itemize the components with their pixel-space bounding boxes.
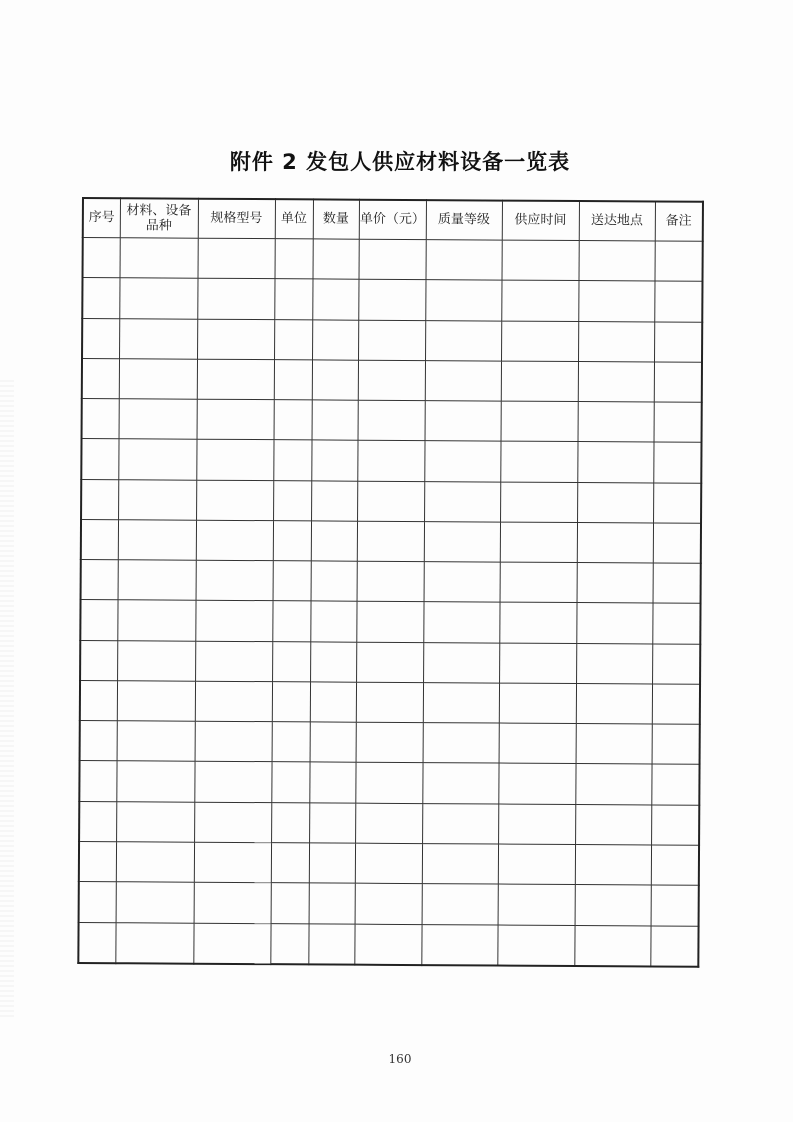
table-cell [273,561,311,601]
table-cell [424,481,500,522]
table-cell [197,359,274,400]
col-header-quality-grade: 质量等级 [426,200,502,240]
table-cell [272,682,310,722]
table-cell [425,320,501,361]
table-cell [195,721,272,762]
page-number: 160 [388,1052,412,1066]
table-cell [358,400,425,441]
table-cell [577,442,653,483]
table-cell [423,642,499,683]
table-cell [578,241,654,282]
table-cell [196,560,273,601]
table-cell [118,520,196,561]
table-cell [309,883,355,924]
table-cell [500,562,577,603]
table-cell [81,439,118,479]
table-cell [311,440,357,481]
table-cell [357,441,424,482]
table-cell [194,882,271,923]
table-cell [309,803,355,844]
table-cell [422,803,498,844]
table-cell [576,724,652,765]
table-cell [422,844,498,885]
table-cell [654,241,702,282]
table-row [82,278,702,322]
table-cell [271,883,309,923]
table-row [82,358,702,402]
table-cell [275,239,313,279]
table-cell [652,644,700,685]
table-cell [117,681,195,722]
table-cell [309,762,355,803]
table-cell [81,519,118,559]
table-cell [118,479,196,520]
table-cell [270,923,308,964]
table-cell [310,722,356,763]
table-cell [80,640,117,680]
table-cell [196,440,273,481]
table-cell [577,522,653,563]
table-cell [79,841,116,881]
table-cell [650,926,698,967]
table-cell [498,764,575,805]
table-cell [356,682,423,723]
table-cell [117,640,195,681]
table-cell [422,763,498,804]
table-cell [578,361,654,402]
table-row [79,801,699,845]
table-cell [83,238,120,278]
table-cell [501,280,578,321]
table-cell [272,641,310,681]
table-cell [578,402,654,443]
table-cell [653,563,701,604]
table-row [80,680,700,724]
table-cell [576,643,652,684]
table-cell [194,842,271,883]
table-cell [356,642,423,683]
table-cell [575,885,651,926]
table-cell [359,239,426,280]
table-cell [309,843,355,884]
table-row [81,560,701,604]
table-cell [652,684,700,725]
table-cell [196,480,273,521]
table-cell [312,360,358,401]
table-cell [272,722,310,762]
table-cell [651,885,699,926]
table-cell [653,442,701,483]
table-cell [198,238,275,279]
table-cell [500,522,577,563]
table-cell [651,805,699,846]
table-cell [577,482,653,523]
table-cell [193,923,270,964]
table-cell [574,925,650,966]
table-cell [577,563,653,604]
table-cell [498,804,575,845]
table-cell [80,721,117,761]
table-cell [501,321,578,362]
table-cell [194,802,271,843]
table-cell [424,521,500,562]
table-header-row [83,198,703,241]
table-cell [274,359,312,399]
col-header-supply-time: 供应时间 [502,201,579,241]
table-row [82,399,702,443]
table-row [79,882,699,926]
table-cell [116,842,194,883]
col-header-serial: 序号 [83,198,120,238]
table-cell [498,844,575,885]
table-cell [356,722,423,763]
table-cell [652,603,700,644]
table-cell [653,483,701,524]
table-cell [81,560,118,600]
table-cell [273,521,311,561]
table-cell [119,399,197,440]
table-cell [117,721,195,762]
table-row [81,479,701,523]
table-row [80,600,700,644]
document-title: 附件 2 发包人供应材料设备一览表 [229,150,571,174]
table-cell [195,681,272,722]
table-cell [424,562,500,603]
table-cell [197,399,274,440]
table-row [80,721,700,765]
table-row [81,439,701,483]
table-cell [274,279,312,319]
table-cell [358,360,425,401]
table-cell [654,281,702,322]
table-row [82,318,702,362]
table-cell [119,278,197,319]
table-cell [310,601,356,642]
table-cell [116,761,194,802]
table-cell [117,600,195,641]
table-cell [654,362,702,403]
table-cell [273,440,311,480]
table-cell [116,882,194,923]
table-cell [497,925,574,966]
table-cell [423,683,499,724]
table-cell [82,278,119,318]
table-cell [195,641,272,682]
table-row [79,841,699,885]
table-cell [195,601,272,642]
col-header-unit: 单位 [275,199,313,239]
table-cell [500,482,577,523]
table-cell [576,603,652,644]
table-cell [81,479,118,519]
table-cell [355,843,422,884]
table-cell [576,683,652,724]
col-header-spec-model: 规格型号 [198,199,275,239]
table-cell [120,238,198,279]
table-cell [79,882,116,922]
table-cell [423,723,499,764]
col-header-unit-price: 单价（元） [359,200,426,240]
table-cell [355,763,422,804]
table-cell [499,602,576,643]
col-header-remarks: 备注 [655,202,703,242]
table-cell [500,441,577,482]
table-cell [651,764,699,805]
table-cell [82,399,119,439]
table-cell [78,922,115,963]
table-cell [499,643,576,684]
table-cell [501,401,578,442]
table-cell [310,682,356,723]
table-cell [499,723,576,764]
table-cell [115,922,193,963]
table-cell [271,843,309,883]
table-cell [119,318,197,359]
table-cell [118,560,196,601]
table-cell [425,360,501,401]
table-cell [79,761,116,801]
table-cell [423,602,499,643]
table-cell [274,400,312,440]
table-cell [654,402,702,443]
table-cell [271,762,309,802]
table-cell [355,803,422,844]
supply-materials-table [77,197,704,968]
table-container [77,197,702,968]
table-cell [312,319,358,360]
table-cell [575,804,651,845]
scan-artifact [0,380,14,1020]
table-cell [498,884,575,925]
table-cell [273,480,311,520]
table-cell [426,240,502,281]
table-cell [271,802,309,842]
table-row [78,922,698,967]
table-cell [308,923,354,964]
table-cell [119,359,197,400]
table-cell [357,561,424,602]
table-row [80,640,700,684]
table-cell [578,321,654,362]
table-cell [425,280,501,321]
table-cell [424,441,500,482]
table-cell [311,521,357,562]
table-cell [118,439,196,480]
table-cell [80,680,117,720]
table-cell [197,319,274,360]
table-cell [654,322,702,363]
table-cell [651,845,699,886]
table-cell [652,724,700,765]
table-cell [501,240,578,281]
table-cell [358,320,425,361]
table-cell [358,279,425,320]
table-cell [80,600,117,640]
table-cell [194,762,271,803]
table-cell [272,601,310,641]
table-cell [196,520,273,561]
table-cell [82,318,119,358]
table-cell [575,845,651,886]
col-header-material-type: 材料、设备品种 [120,198,198,238]
table-cell [312,279,358,320]
table-cell [274,319,312,359]
table-cell [501,361,578,402]
col-header-quantity: 数量 [313,199,359,239]
table-cell [354,924,421,965]
table-body [78,238,702,967]
table-cell [422,884,498,925]
table-cell [575,764,651,805]
table-cell [355,883,422,924]
table-cell [313,239,359,280]
table-row [83,238,703,282]
col-header-delivery-location: 送达地点 [579,201,655,241]
table-cell [82,358,119,398]
table-cell [653,523,701,564]
table-cell [499,683,576,724]
table-cell [311,561,357,602]
table-cell [197,278,274,319]
table-cell [79,801,116,841]
table-cell [357,521,424,562]
table-cell [578,281,654,322]
table-row [81,519,701,563]
table-cell [356,602,423,643]
table-cell [425,401,501,442]
table-cell [116,801,194,842]
table-cell [357,481,424,522]
table-cell [312,400,358,441]
table-cell [311,480,357,521]
table-cell [310,642,356,683]
table-cell [421,924,497,965]
table-row [79,761,699,805]
